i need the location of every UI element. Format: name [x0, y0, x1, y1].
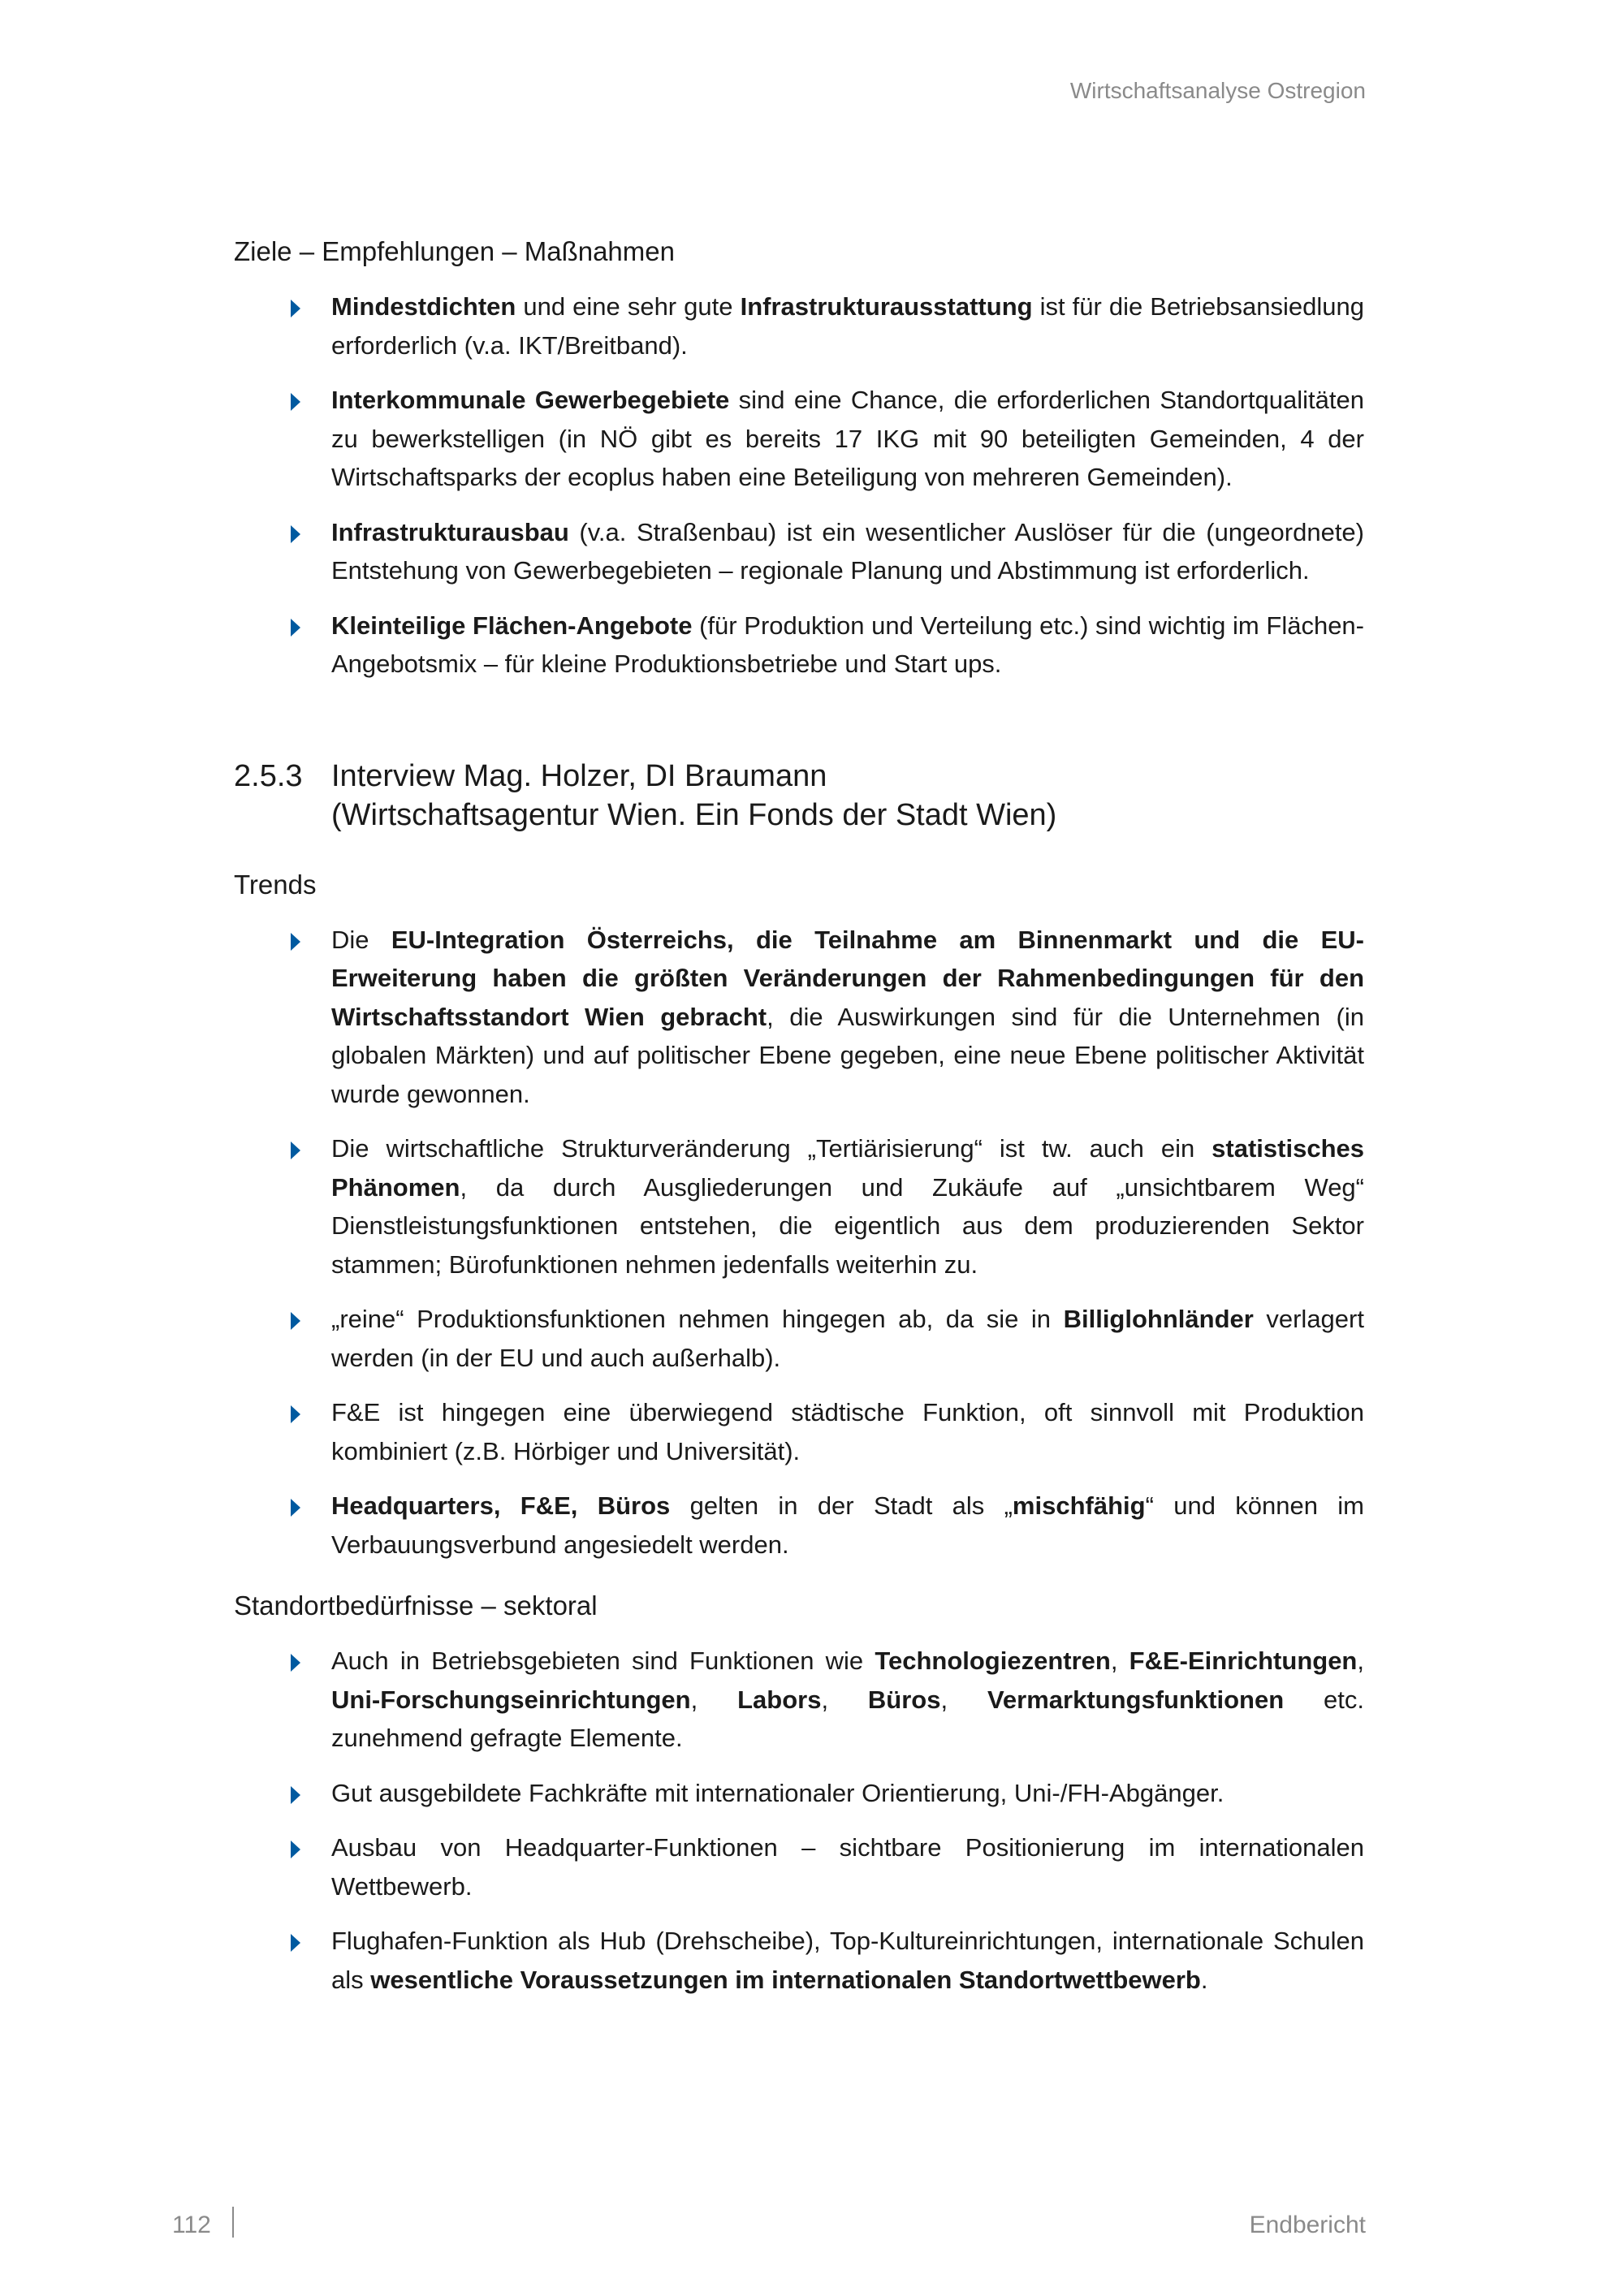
bold-text: Interkommunale Gewerbegebiete	[331, 386, 730, 414]
text-run: (v.a. Straßenbau) ist ein wesentlicher Auslöser für die (ungeordnete) Entstehung von Gewerbegebieten – regionale Planung und Abstimmung ist erforderlich.	[331, 517, 1364, 585]
section-heading-trends: Trends	[234, 869, 317, 900]
text-run: und eine sehr gute	[516, 292, 741, 321]
text-run: , die Auswirkungen sind für die Unternehmen (in globalen Märkten) und auf politischer Ebene gegeben, eine neue Ebene politischer Aktivität wurde gewonnen.	[331, 1002, 1364, 1108]
text-run: Auch in Betriebsgebieten sind Funktionen wie	[331, 1646, 875, 1675]
page-number: 112	[172, 2212, 211, 2238]
bullet-item	[234, 921, 1364, 1114]
bullet-list	[234, 287, 1364, 684]
text-run: ,	[690, 1685, 738, 1714]
bullet-arrow-icon	[291, 1654, 300, 1672]
bold-text: Headquarters, F&E, Büros	[331, 1491, 671, 1520]
chapter-heading	[234, 757, 1364, 835]
page-content	[234, 234, 1364, 2015]
text-run: Ausbau von Headquarter-Funktionen – sichtbare Positionierung im internationalen Wettbewerb.	[331, 1833, 1364, 1901]
bullet-item	[234, 287, 1364, 365]
text-run: verlagert werden (in der EU und auch außerhalb).	[331, 1305, 1364, 1372]
footer-label: Endbericht	[1249, 2212, 1366, 2238]
text-run: etc. zunehmend gefragte Elemente.	[331, 1685, 1364, 1752]
bullet-arrow-icon	[291, 1786, 300, 1804]
bullet-arrow-icon	[291, 1841, 300, 1858]
bullet-arrow-icon	[291, 393, 300, 411]
bold-text: Büros	[867, 1685, 941, 1714]
bullet-item	[234, 1393, 1364, 1470]
text-run: Die wirtschaftliche Strukturveränderung „Tertiärisierung“ ist tw. auch ein	[331, 1134, 1212, 1163]
bullet-arrow-icon	[291, 1405, 300, 1423]
text-run: F&E ist hingegen eine überwiegend städtische Funktion, oft sinnvoll mit Produktion kombiniert (z.B. Hörbiger und Universität).	[331, 1398, 1364, 1465]
chapter-title-line: Interview Mag. Holzer, DI Braumann	[331, 758, 827, 793]
bold-text: Infrastrukturausstattung	[740, 292, 1033, 321]
text-run: ist für die Betriebsansiedlung erforderlich (v.a. IKT/Breitband).	[331, 292, 1364, 360]
bullet-item	[234, 1487, 1364, 1564]
bold-text: mischfähig	[1012, 1491, 1146, 1520]
bullet-arrow-icon	[291, 1312, 300, 1330]
bold-text: statistisches Phänomen	[331, 1134, 1364, 1202]
bullet-list	[234, 921, 1364, 1564]
text-run: ,	[821, 1685, 868, 1714]
text-run: sind eine Chance, die erforderlichen Standortqualitäten zu bewerkstelligen (in NÖ gibt es bereits 17 IKG mit 90 beteiligten Gemeinden, 4 der Wirtschaftsparks der ecoplus haben eine Beteiligung von mehreren Gemeinden).	[331, 386, 1364, 491]
bold-text: Uni-Forschungseinrichtungen	[331, 1685, 691, 1714]
bullet-item	[234, 381, 1364, 497]
bullet-item	[234, 1300, 1364, 1377]
running-header: Wirtschaftsanalyse Ostregion	[1069, 78, 1366, 103]
text-run: ,	[940, 1685, 987, 1714]
bullet-item	[234, 606, 1364, 684]
bold-text: wesentliche Voraussetzungen im internationalen Standortwettbewerb	[370, 1965, 1201, 1994]
text-run: „reine“ Produktionsfunktionen nehmen hingegen ab, da sie in	[331, 1305, 1064, 1333]
section-heading-ziele: Ziele – Empfehlungen – Maßnahmen	[234, 236, 675, 266]
bold-text: F&E-Einrichtungen	[1129, 1646, 1358, 1675]
bullet-list	[234, 1642, 1364, 1999]
bold-text: Vermarktungsfunktionen	[987, 1685, 1285, 1714]
text-run: gelten in der Stadt als „	[670, 1491, 1013, 1520]
bullet-item	[234, 1774, 1364, 1813]
bold-text: Labors	[737, 1685, 822, 1714]
text-run: .	[1200, 1965, 1208, 1994]
bullet-item	[234, 1642, 1364, 1758]
bullet-arrow-icon	[291, 1934, 300, 1952]
bullet-item	[234, 1922, 1364, 1999]
bold-text: Infrastrukturausbau	[331, 517, 569, 546]
bold-text: EU-Integration Österreichs, die Teilnahme am Binnenmarkt und die EU-Erweiterung haben die größten Veränderungen der Rahmenbedingungen für den Wirtschaftsstandort Wien gebracht	[331, 925, 1364, 1031]
text-run: (für Produktion und Verteilung etc.) sind wichtig im Flächen-Angebotsmix – für kleine Produktionsbetriebe und Start ups.	[331, 611, 1365, 678]
text-run: ,	[1357, 1646, 1364, 1675]
bullet-item	[234, 513, 1364, 590]
bullet-arrow-icon	[291, 525, 300, 543]
bullet-arrow-icon	[291, 933, 300, 951]
section-heading-standort: Standortbedürfnisse – sektoral	[234, 1590, 598, 1621]
chapter-number: 2.5.3	[234, 758, 303, 793]
bold-text: Mindestdichten	[331, 292, 516, 321]
text-run: Flughafen-Funktion als Hub (Drehscheibe), Top-Kultureinrichtungen, internationale Schulen als	[331, 1927, 1364, 1994]
bullet-arrow-icon	[291, 1142, 300, 1159]
bullet-arrow-icon	[291, 619, 300, 637]
bullet-item	[234, 1828, 1364, 1905]
text-run: , da durch Ausgliederungen und Zukäufe auf „unsichtbarem Weg“ Dienstleistungsfunktionen entstehen, die eigentlich aus dem produzierenden Sektor stammen; Bürofunktionen nehmen jedenfalls weiterhin zu.	[331, 1172, 1364, 1279]
bold-text: Technologiezentren	[875, 1646, 1111, 1675]
text-run: Die	[331, 925, 391, 954]
footer-divider	[232, 2207, 234, 2238]
text-run: Gut ausgebildete Fachkräfte mit internationaler Orientierung, Uni-/FH-Abgänger.	[331, 1778, 1224, 1807]
bold-text: Billiglohnländer	[1063, 1305, 1254, 1333]
text-run: “ und können im Verbauungsverbund angesiedelt werden.	[331, 1491, 1364, 1559]
bullet-arrow-icon	[291, 1499, 300, 1517]
bullet-item	[234, 1129, 1364, 1284]
bullet-arrow-icon	[291, 300, 300, 317]
chapter-title	[331, 757, 1056, 835]
text-run: ,	[1110, 1646, 1129, 1675]
bold-text: Kleinteilige Flächen-Angebote	[331, 611, 693, 640]
chapter-title-line: (Wirtschaftsagentur Wien. Ein Fonds der Stadt Wien)	[331, 797, 1057, 832]
